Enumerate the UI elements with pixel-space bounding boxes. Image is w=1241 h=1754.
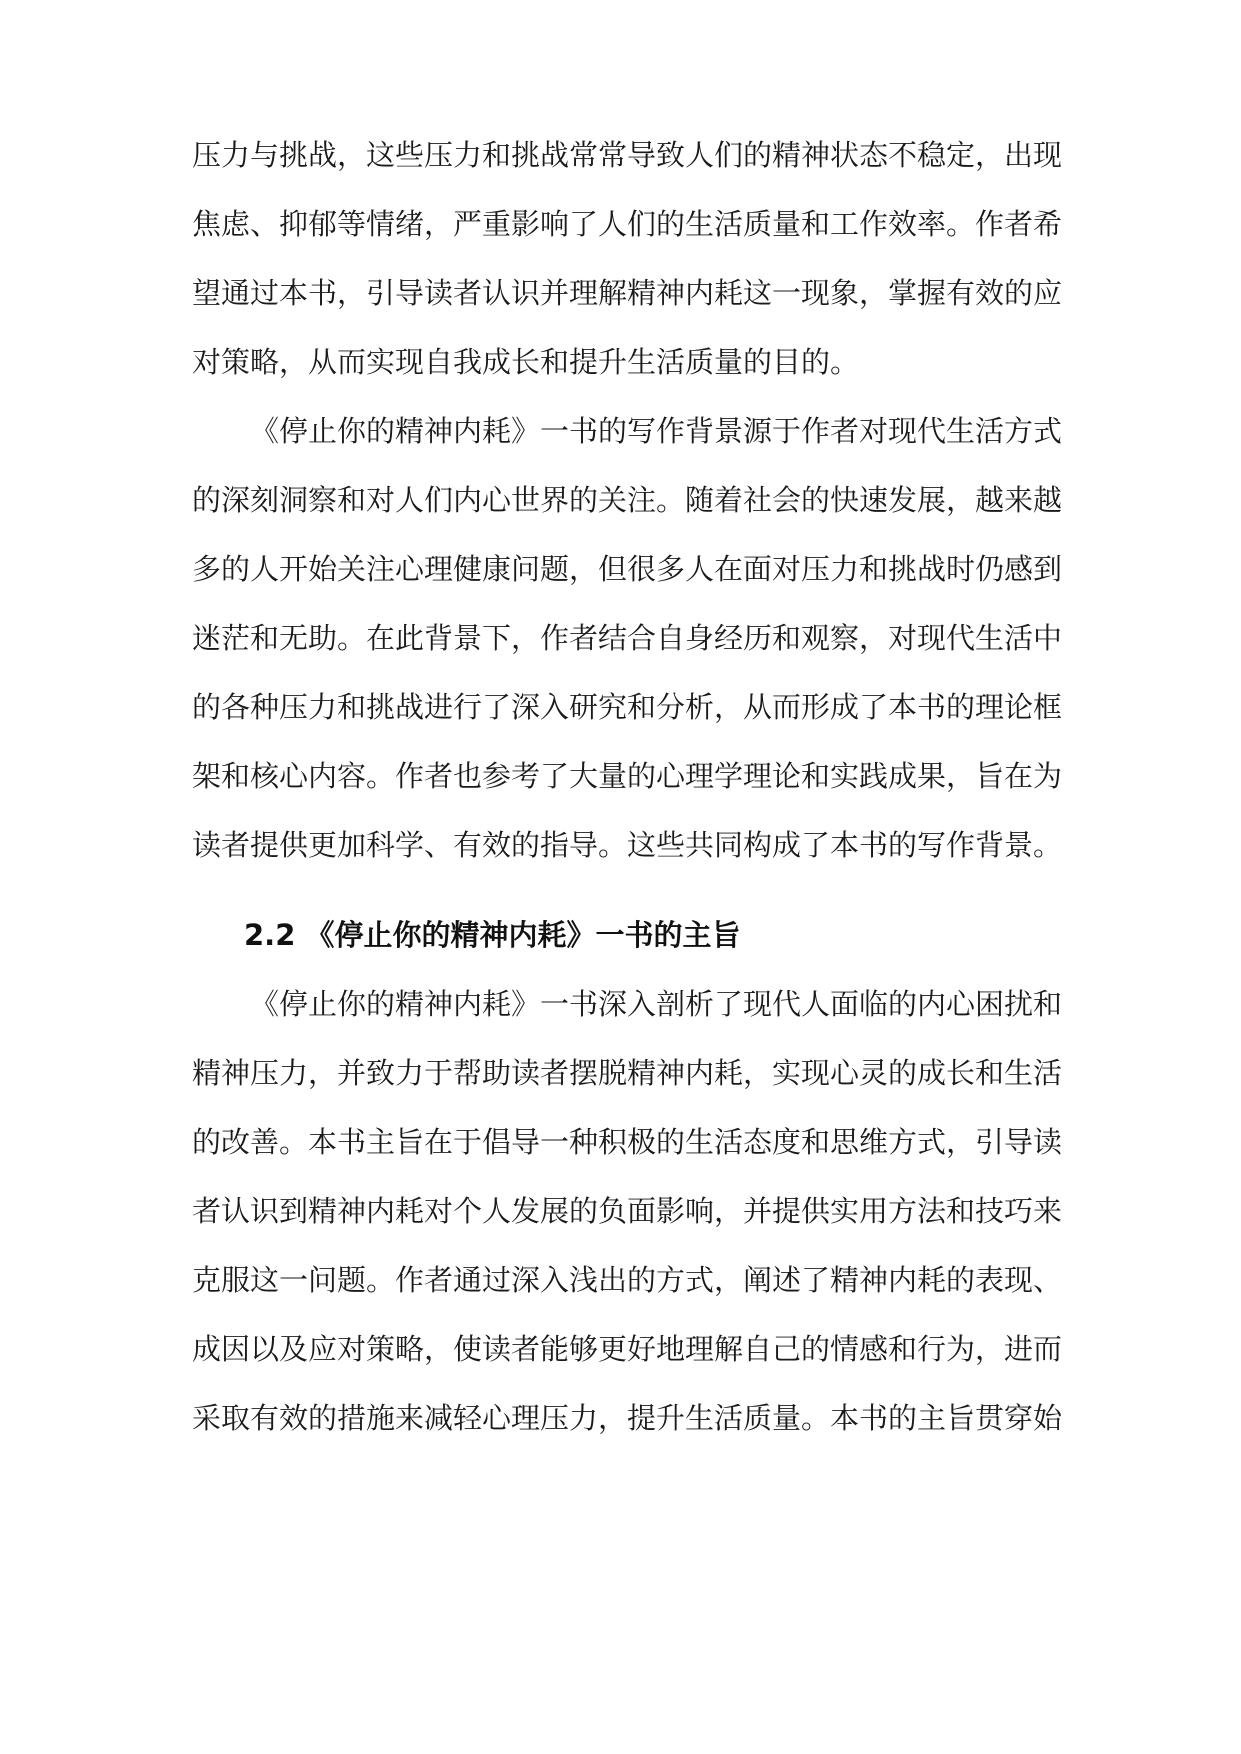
paragraph-3-line-5: 克服这一问题。作者通过深入浅出的方式，阐述了精神内耗的表现、 (192, 1263, 1063, 1297)
section-heading: 2.2 《停止你的精神内耗》一书的主旨 (244, 918, 741, 952)
paragraph-3-line-7: 采取有效的措施来减轻心理压力，提升生活质量。本书的主旨贯穿始 (192, 1401, 1063, 1435)
paragraph-1-line-1: 压力与挑战，这些压力和挑战常常导致人们的精神状态不稳定，出现 (192, 138, 1063, 172)
paragraph-2-line-3: 多的人开始关注心理健康问题，但很多人在面对压力和挑战时仍感到 (192, 552, 1063, 586)
paragraph-3-line-3: 的改善。本书主旨在于倡导一种积极的生活态度和思维方式，引导读 (192, 1125, 1063, 1159)
paragraph-2-line-4: 迷茫和无助。在此背景下，作者结合自身经历和观察，对现代生活中 (192, 621, 1063, 655)
paragraph-2-line-2: 的深刻洞察和对人们内心世界的关注。随着社会的快速发展，越来越 (192, 483, 1063, 517)
paragraph-3-line-6: 成因以及应对策略，使读者能够更好地理解自己的情感和行为，进而 (192, 1332, 1063, 1366)
paragraph-3-line-1: 《停止你的精神内耗》一书深入剖析了现代人面临的内心困扰和 (250, 987, 1063, 1021)
paragraph-1-line-2: 焦虑、抑郁等情绪，严重影响了人们的生活质量和工作效率。作者希 (192, 207, 1063, 241)
paragraph-2-line-1: 《停止你的精神内耗》一书的写作背景源于作者对现代生活方式 (250, 414, 1063, 448)
paragraph-1-line-3: 望通过本书，引导读者认识并理解精神内耗这一现象，掌握有效的应 (192, 276, 1063, 310)
paragraph-2-line-7: 读者提供更加科学、有效的指导。这些共同构成了本书的写作背景。 (192, 828, 1063, 862)
paragraph-2-line-6: 架和核心内容。作者也参考了大量的心理学理论和实践成果，旨在为 (192, 759, 1063, 793)
paragraph-3-line-2: 精神压力，并致力于帮助读者摆脱精神内耗，实现心灵的成长和生活 (192, 1056, 1063, 1090)
paragraph-2-line-5: 的各种压力和挑战进行了深入研究和分析，从而形成了本书的理论框 (192, 690, 1063, 724)
paragraph-3-line-4: 者认识到精神内耗对个人发展的负面影响，并提供实用方法和技巧来 (192, 1194, 1063, 1228)
paragraph-1-line-4: 对策略，从而实现自我成长和提升生活质量的目的。 (192, 345, 860, 379)
